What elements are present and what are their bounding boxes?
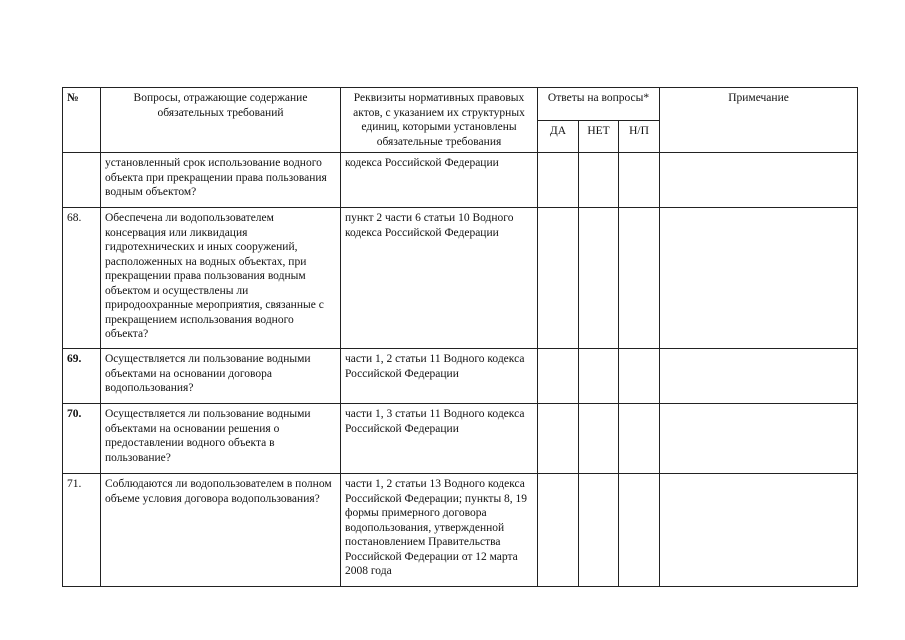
table-row — [63, 153, 858, 208]
answer-yes-cell[interactable] — [538, 208, 579, 349]
answer-no-cell[interactable] — [579, 404, 619, 474]
answer-no-cell[interactable] — [579, 208, 619, 349]
row-number — [63, 153, 101, 208]
header-na: Н/П — [619, 120, 660, 153]
note-cell[interactable] — [660, 349, 858, 404]
row-number: 69. — [63, 349, 101, 404]
table-row — [63, 404, 858, 474]
row-reference: пункт 2 части 6 статьи 10 Водного кодекса Российской Федерации — [341, 208, 538, 349]
answer-na-cell[interactable] — [619, 153, 660, 208]
table-row — [63, 474, 858, 587]
answer-yes-cell[interactable] — [538, 153, 579, 208]
row-question: Соблюдаются ли водопользователем в полном объеме условия договора водопользования? — [101, 474, 341, 587]
answer-na-cell[interactable] — [619, 208, 660, 349]
header-answers: Ответы на вопросы* — [538, 88, 660, 121]
answer-yes-cell[interactable] — [538, 349, 579, 404]
table-row — [63, 349, 858, 404]
header-questions: Вопросы, отражающие содержание обязательных требований — [101, 88, 341, 153]
answer-no-cell[interactable] — [579, 474, 619, 587]
row-reference: части 1, 2 статьи 13 Водного кодекса Российской Федерации; пункты 8, 19 формы примерного договора водопользования, утвержденной постановлением Правительства Российской Федерации от 12 марта 2008 года — [341, 474, 538, 587]
table-row — [63, 208, 858, 349]
row-reference: части 1, 2 статьи 11 Водного кодекса Российской Федерации — [341, 349, 538, 404]
row-question: установленный срок использование водного объекта при прекращении права пользования водным объектом? — [101, 153, 341, 208]
answer-yes-cell[interactable] — [538, 474, 579, 587]
note-cell[interactable] — [660, 208, 858, 349]
note-cell[interactable] — [660, 404, 858, 474]
answer-na-cell[interactable] — [619, 349, 660, 404]
requirements-table — [62, 87, 858, 587]
row-reference: части 1, 3 статьи 11 Водного кодекса Российской Федерации — [341, 404, 538, 474]
answer-no-cell[interactable] — [579, 349, 619, 404]
answer-yes-cell[interactable] — [538, 404, 579, 474]
table-header-row — [63, 88, 858, 121]
row-number: 70. — [63, 404, 101, 474]
header-note: Примечание — [660, 88, 858, 153]
answer-no-cell[interactable] — [579, 153, 619, 208]
row-number: 71. — [63, 474, 101, 587]
row-number: 68. — [63, 208, 101, 349]
row-reference: кодекса Российской Федерации — [341, 153, 538, 208]
row-question: Осуществляется ли пользование водными объектами на основании договора водопользования? — [101, 349, 341, 404]
note-cell[interactable] — [660, 153, 858, 208]
row-question: Обеспечена ли водопользователем консервация или ликвидация гидротехнических и иных сооружений, расположенных на водных объектах, при прекращении права пользования водным объектом и осуществлены ли природоохранные мероприятия, связанные с прекращением использования водного объекта? — [101, 208, 341, 349]
header-references: Реквизиты нормативных правовых актов, с указанием их структурных единиц, которыми установлены обязательные требования — [341, 88, 538, 153]
answer-na-cell[interactable] — [619, 474, 660, 587]
header-num: № — [63, 88, 101, 153]
note-cell[interactable] — [660, 474, 858, 587]
header-yes: ДА — [538, 120, 579, 153]
header-no: НЕТ — [579, 120, 619, 153]
answer-na-cell[interactable] — [619, 404, 660, 474]
row-question: Осуществляется ли пользование водными объектами на основании решения о предоставлении водного объекта в пользование? — [101, 404, 341, 474]
